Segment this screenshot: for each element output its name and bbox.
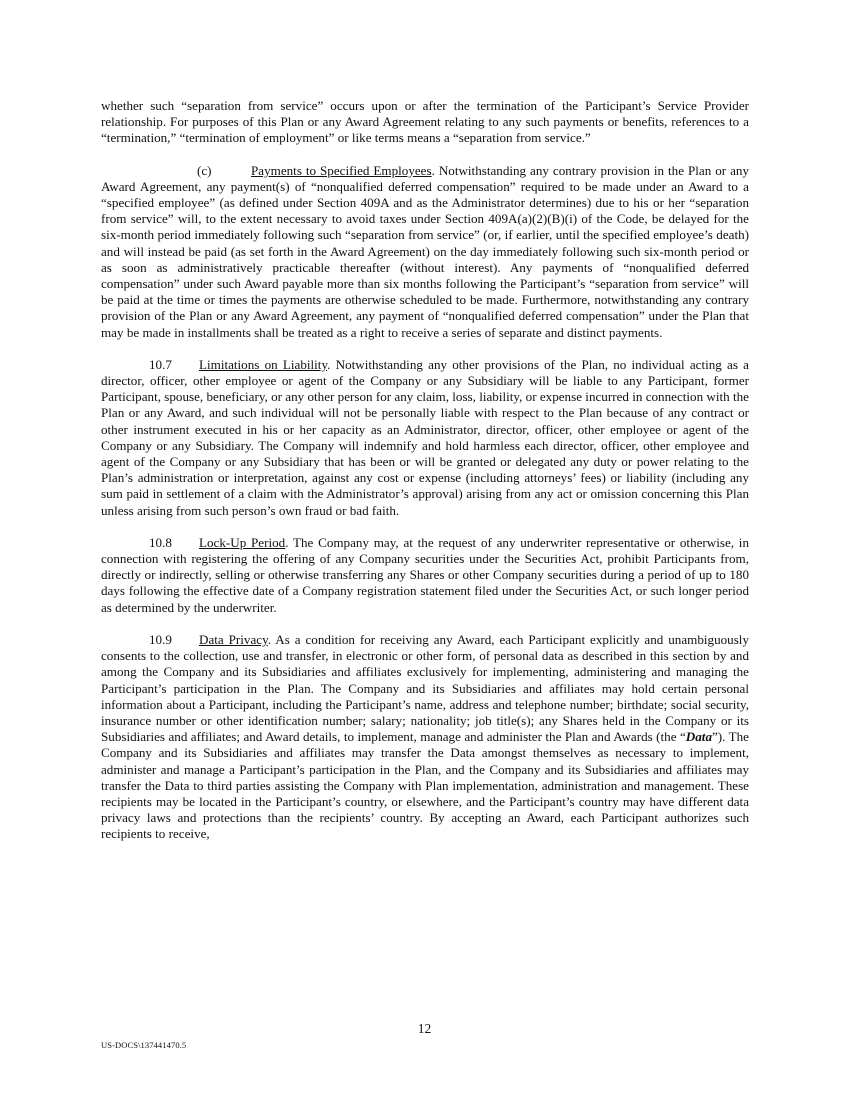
section-number: 10.7: [149, 356, 172, 372]
section-body: . The Company may, at the request of any underwriter representative or otherwise, in connection with registering the offering of any Company securities under the Securities Act, prohibit Participants from, directly or indirectly, selling or otherwise transferring any Shares or other Company securities during a period of up to 180 days following the effective date of a Company registration statement filed under the Securities Act, or such longer period as determined by the underwriter.: [101, 534, 749, 615]
continuation-paragraph: whether such “separation from service” occurs upon or after the termination of the Participant’s Service Provider relationship. For purposes of this Plan or any Award Agreement relating to any such payments or benefits, references to a “termination,” “termination of employment” or like terms means a “separation from service.”: [101, 98, 749, 146]
section-heading: Limitations on Liability: [199, 356, 328, 372]
document-body: [101, 98, 749, 859]
section-10-7-limitations-on-liability: [101, 357, 749, 519]
section-10-9-data-privacy: [101, 632, 749, 843]
section-number: 10.8: [149, 534, 172, 550]
section-body: . Notwithstanding any other provisions of the Plan, no individual acting as a director, officer, other employee or agent of the Company or any Subsidiary will be liable to any Participant, former Participant, spouse, beneficiary, or any other person for any claim, loss, liability, or expense incurred in connection with the Plan or any Award, and such individual will not be personally liable with respect to the Plan because of any contract or other instrument executed in his or her capacity as an Administrator, director, officer, other employee or agent of the Company or any Subsidiary. The Company will indemnify and hold harmless each director, officer, other employee and agent of the Company or any Subsidiary that has been or will be granted or delegated any duty or power relating to the Plan’s administration or interpretation, against any cost or expense (including attorneys’ fees) or liability (including any sum paid in settlement of a claim with the Administrator’s approval) arising from any act or omission concerning this Plan unless arising from such person’s own fraud or bad faith.: [101, 356, 749, 518]
paragraph-c-payments-specified-employees: [101, 163, 749, 341]
section-heading: Lock-Up Period: [199, 534, 286, 550]
paragraph-number: (c): [197, 162, 212, 178]
section-heading: Data Privacy: [199, 631, 268, 647]
section-body-part-1: . As a condition for receiving any Award, each Participant explicitly and unambiguously consents to the collection, use and transfer, in electronic or other form, of personal data as described in this section by and among the Company and its Subsidiaries and affiliates exclusively for implementing, administering and managing the Participant’s participation in the Plan. The Company and its Subsidiaries and affiliates may hold certain personal information about a Participant, including the Participant’s name, address and telephone number; birthdate; social security, insurance number or other identification number; salary; nationality; job title(s); any Shares held in the Company or its Subsidiaries and affiliates; and Award details, to implement, manage and administer the Plan and Awards (the “: [101, 631, 749, 745]
paragraph-heading: Payments to Specified Employees: [251, 162, 432, 178]
document-id-footer: US-DOCS\137441470.5: [101, 1040, 187, 1050]
page-number: 12: [417, 1021, 432, 1036]
defined-term-data: Data: [685, 729, 712, 745]
section-10-8-lock-up-period: [101, 535, 749, 616]
section-number: 10.9: [149, 631, 172, 647]
section-body-part-2: ”). The Company and its Subsidiaries and affiliates may transfer the Data amongst themselves as necessary to implement, administer and manage a Participant’s participation in the Plan, and the Company and its Subsidiaries and affiliates may transfer the Data to third parties assisting the Company with Plan implementation, administration and management. These recipients may be located in the Participant’s country, or elsewhere, and the Participant’s country may have different data privacy laws and protections than the recipients’ country. By accepting an Award, each Participant authorizes such recipients to receive,: [101, 729, 749, 842]
paragraph-body: . Notwithstanding any contrary provision in the Plan or any Award Agreement, any payment(s) of “nonqualified deferred compensation” required to be made under an Award to a “specified employee” (as defined under Section 409A and as the Administrator determines) due to his or her “separation from service” will, to the extent necessary to avoid taxes under Section 409A(a)(2)(B)(i) of the Code, be delayed for the six-month period immediately following such “separation from service” (or, if earlier, until the specified employee’s death) and will instead be paid (as set forth in the Award Agreement) on the day immediately following such six-month period or as soon as administratively practicable thereafter (without interest). Any payments of “nonqualified deferred compensation” under such Award payable more than six months following the Participant’s “separation from service” will be paid at the time or times the payments are otherwise scheduled to be made. Furthermore, notwithstanding any contrary provision of the Plan or any Award Agreement, any payment of “nonqualified deferred compensation” under the Plan that may be made in installments shall be treated as a right to receive a series of separate and distinct payments.: [101, 162, 749, 340]
